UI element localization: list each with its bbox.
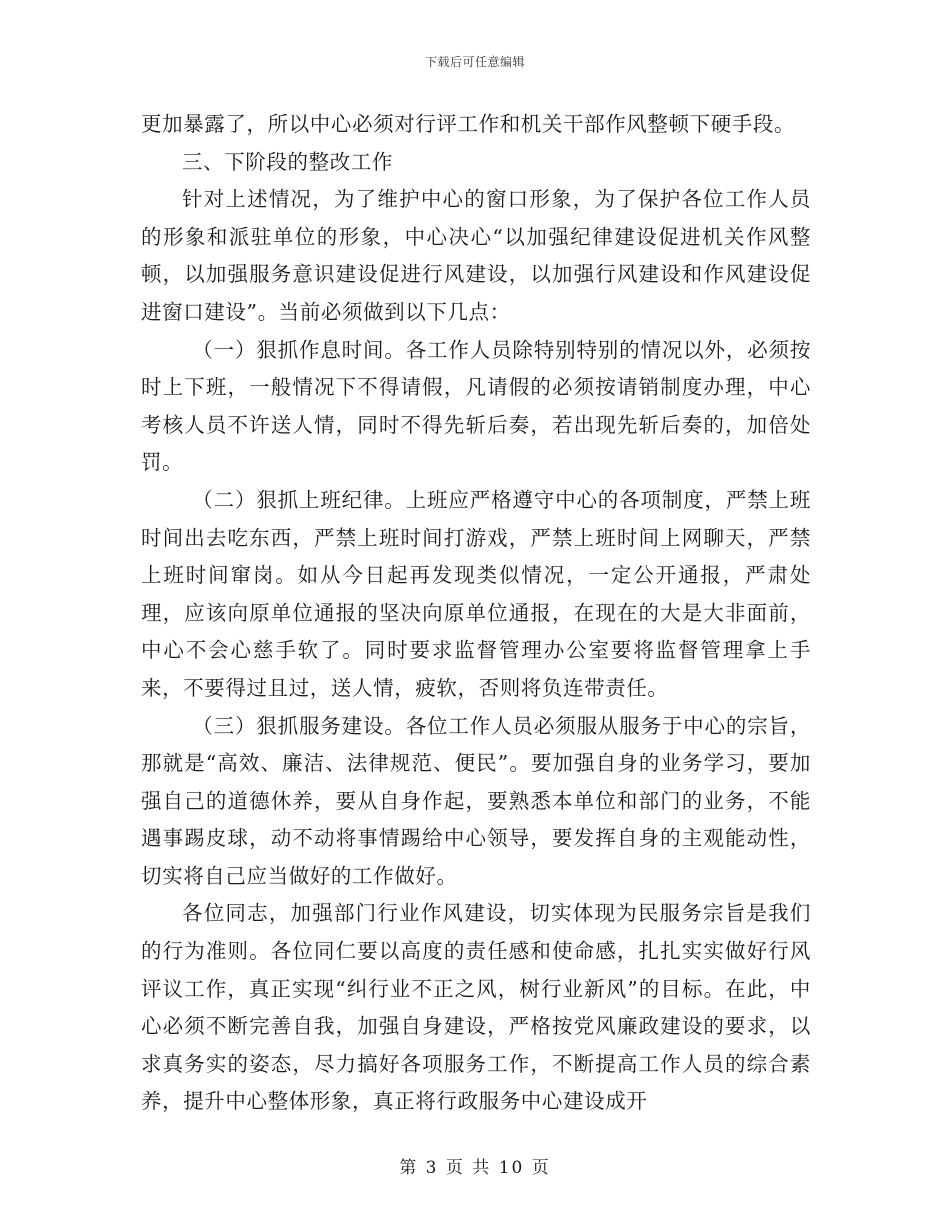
- page-number: 第 3 页 共 10 页: [399, 1158, 551, 1178]
- paragraph-conclusion: 各位同志，加强部门行业作风建设，切实体现为民服务宗旨是我们的行为准则。各位同仁要以高度的责任感和使命感，扎扎实实做好行风评议工作，真正实现“纠行业不正之风，树行业新风”的目标。在此，中心必须不断完善自我，加强自身建设，严格按党风廉政建设的要求，以求真务实的姿态，尽力搞好各项服务工作，不断提高工作人员的综合素养，提升中心整体形象，真正将行政服务中心建设成开: [141, 901, 811, 1114]
- paragraph-intro: 针对上述情况，为了维护中心的窗口形象，为了保护各位工作人员的形象和派驻单位的形象，中心决心“以加强纪律建设促进机关作风整顿，以加强服务意识建设促进行风建设，以加强行风建设和作风建设促进窗口建设”。当前必须做到以下几点：: [141, 187, 811, 324]
- paragraph-item-2: （二）狠抓上班纪律。上班应严格遵守中心的各项制度，严禁上班时间出去吃东西，严禁上班时间打游戏，严禁上班时间上网聊天，严禁上班时间窜岗。如从今日起再发现类似情况，一定公开通报，严肃处理，应该向原单位通报的坚决向原单位通报，在现在的大是大非面前，中心不会心慈手软了。同时要求监督管理办公室要将监督管理拿上手来，不要得过且过，送人情，疲软，否则将负连带责任。: [141, 487, 811, 700]
- paragraph-item-3: （三）狠抓服务建设。各位工作人员必须服从服务于中心的宗旨，那就是“高效、廉洁、法律规范、便民”。要加强自身的业务学习，要加强自己的道德休养，要从自身作起，要熟悉本单位和部门的业务，不能遇事踢皮球，动不动将事情踢给中心领导，要发挥自身的主观能动性，切实将自己应当做好的工作做好。: [141, 713, 811, 888]
- section-heading: 三、下阶段的整改工作: [182, 149, 393, 174]
- page-header-note: 下载后可任意编辑: [424, 55, 525, 69]
- paragraph-continuation: 更加暴露了，所以中心必须对行评工作和机关干部作风整顿下硬手段。: [141, 112, 796, 136]
- document-body: [141, 106, 811, 1121]
- paragraph-item-1: （一）狠抓作息时间。各工作人员除特别特别的情况以外，必须按时上下班，一般情况下不得请假，凡请假的必须按请销制度办理，中心考核人员不许送人情，同时不得先斩后奏，若出现先斩后奏的，加倍处罚。: [141, 337, 811, 475]
